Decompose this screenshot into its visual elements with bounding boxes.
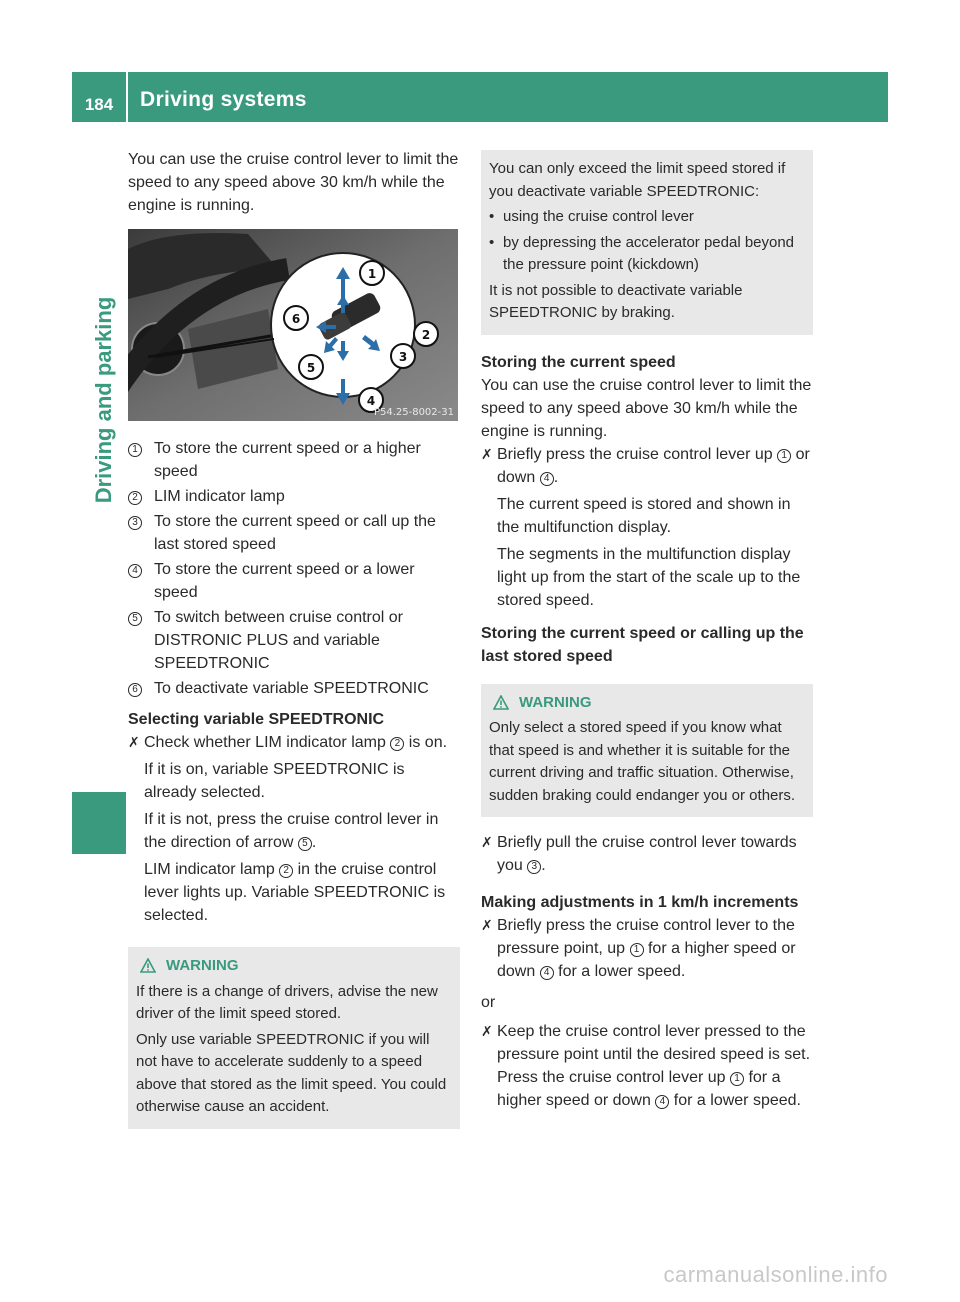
section-title: Driving systems — [140, 88, 307, 111]
step-text: Keep the cruise control lever pressed to the pressure point until the desired speed is set. Press the cruise control lever up — [497, 1023, 811, 1086]
ref-number: 5 — [298, 837, 312, 851]
step-text: Check whether LIM indicator lamp — [144, 734, 386, 751]
callout-2: 2 — [421, 328, 431, 342]
warning-title: WARNING — [166, 957, 239, 974]
result-text: in the cruise control lever lights up. Variable SPEEDTRONIC is selected. — [144, 861, 446, 924]
info-intro: You can only exceed the limit speed stored if you deactivate variable SPEEDTRONIC: — [489, 160, 786, 200]
step-text: Briefly press the cruise control lever up — [497, 445, 773, 463]
step-arrow-icon: ✗ — [481, 834, 493, 850]
info-bullet: • by depressing the accelerator pedal beyond the pressure point (kickdown) — [489, 232, 805, 277]
warning-text: Only select a stored speed if you know what that speed is and whether it is suitable for the current driving and traffic situation. Otherwise, sudden braking could endanger you or others. — [489, 719, 796, 804]
ref-number: 1 — [630, 943, 644, 957]
result-text: If it is on, variable SPEEDTRONIC is already selected. — [144, 761, 405, 801]
ref-number: 4 — [540, 966, 554, 980]
legend-number: 2 — [128, 491, 142, 505]
step-arrow-icon: ✗ — [481, 445, 493, 462]
bullet-text: using the cruise control lever — [503, 208, 694, 225]
warning-triangle-icon — [140, 958, 156, 974]
side-tab-block — [72, 792, 126, 854]
right-column — [481, 150, 813, 1112]
result-text: . — [311, 834, 317, 851]
call-heading: Storing the current speed or calling up the last stored speed — [481, 624, 804, 665]
callout-1: 1 — [367, 267, 377, 281]
watermark: carmanualsonline.info — [663, 1262, 888, 1287]
result-text: The current speed is stored and shown in the multifunction display. — [497, 495, 791, 536]
info-bullet: • using the cruise control lever — [489, 206, 805, 229]
warning-triangle-icon — [493, 695, 509, 711]
instruction-step — [481, 1020, 813, 1112]
legend-text: To store the current speed or a higher speed — [154, 440, 421, 480]
step-text: for a lower speed. — [673, 1092, 801, 1109]
adjust-heading: Making adjustments in 1 km/h increments — [481, 894, 799, 911]
warning-title: WARNING — [519, 693, 592, 711]
callout-4: 4 — [366, 394, 376, 408]
legend-item — [128, 437, 460, 483]
legend-item — [128, 558, 460, 604]
intro-paragraph: You can use the cruise control lever to limit the speed to any speed above 30 km/h while the engine is running. — [128, 151, 459, 214]
instruction-result — [128, 804, 460, 854]
selecting-heading: Selecting variable SPEEDTRONIC — [128, 711, 385, 728]
info-outro: It is not possible to deactivate variable SPEEDTRONIC by braking. — [489, 281, 743, 321]
legend-text: To switch between cruise control or DISTRONIC PLUS and variable SPEEDTRONIC — [154, 609, 403, 672]
instruction-result — [128, 754, 460, 804]
cruise-control-figure — [128, 229, 458, 421]
header-divider — [126, 72, 128, 122]
callout-6: 6 — [291, 312, 301, 326]
figure-code: P54.25-8002-31 — [373, 407, 454, 418]
legend-number: 6 — [128, 683, 142, 697]
ref-number: 4 — [540, 472, 554, 486]
storing-heading: Storing the current speed — [481, 353, 676, 371]
step-arrow-icon: ✗ — [128, 734, 140, 750]
legend-text: To store the current speed or a lower speed — [154, 561, 415, 601]
step-text: Briefly pull the cruise control lever towards you — [497, 834, 797, 874]
callout-3: 3 — [398, 350, 408, 364]
legend-text: To store the current speed or call up the last stored speed — [154, 513, 436, 553]
warning-box — [128, 947, 460, 1129]
step-text: Briefly press the cruise control lever to the pressure point, up — [497, 917, 795, 957]
legend-text: To deactivate variable SPEEDTRONIC — [154, 680, 429, 697]
instruction-result — [481, 489, 813, 539]
legend-text: LIM indicator lamp — [154, 488, 285, 505]
left-column — [128, 148, 460, 1129]
side-tab-label: Driving and parking — [91, 296, 116, 504]
ref-number: 3 — [527, 860, 541, 874]
ref-number: 2 — [390, 737, 404, 751]
step-text: is on. — [408, 734, 448, 751]
legend-item — [128, 485, 460, 508]
step-arrow-icon: ✗ — [481, 917, 493, 933]
page-number: 184 — [72, 82, 126, 122]
instruction-result — [128, 854, 460, 927]
instruction-step — [481, 831, 813, 877]
step-text: for a lower speed. — [558, 963, 686, 980]
instruction-step — [481, 443, 813, 489]
ref-number: 1 — [730, 1072, 744, 1086]
ref-number: 1 — [777, 449, 791, 463]
storing-intro: You can use the cruise control lever to limit the speed to any speed above 30 km/h while the engine is running. — [481, 376, 812, 440]
legend-item — [128, 510, 460, 556]
legend-item — [128, 677, 460, 700]
warning-header — [140, 955, 452, 978]
warning-text: Only use variable SPEEDTRONIC if you will not have to accelerate suddenly to a speed above that stored as the limit speed. You could otherwise cause an accident. — [136, 1030, 447, 1115]
step-text: or down — [497, 445, 810, 486]
or-text: or — [481, 994, 496, 1011]
step-arrow-icon: ✗ — [481, 1023, 493, 1039]
step-text: . — [553, 468, 559, 486]
legend-number: 4 — [128, 564, 142, 578]
result-text: If it is not, press the cruise control lever in the direction of arrow — [144, 811, 439, 851]
legend-item — [128, 606, 460, 675]
step-text: for a higher speed or down — [497, 1069, 781, 1109]
ref-number: 4 — [655, 1095, 669, 1109]
warning-header — [493, 692, 805, 715]
ref-number: 2 — [279, 864, 293, 878]
result-text: LIM indicator lamp — [144, 861, 275, 878]
legend-number: 3 — [128, 516, 142, 530]
instruction-step — [128, 731, 460, 754]
bullet-text: by depressing the accelerator pedal beyond the pressure point (kickdown) — [503, 233, 795, 273]
warning-box — [481, 684, 813, 818]
warning-text: If there is a change of drivers, advise the new driver of the limit speed stored. — [136, 982, 438, 1022]
result-text: The segments in the multifunction display light up from the start of the scale up to the stored speed. — [497, 545, 801, 609]
legend-number: 1 — [128, 443, 142, 457]
step-text: for a higher speed or down — [497, 940, 796, 980]
info-box — [481, 150, 813, 335]
legend-number: 5 — [128, 612, 142, 626]
instruction-result — [481, 539, 813, 612]
instruction-step — [481, 914, 813, 983]
step-text: . — [541, 857, 546, 874]
callout-5: 5 — [306, 361, 316, 375]
cruise-control-illustration — [128, 229, 458, 421]
side-tab — [84, 260, 124, 540]
